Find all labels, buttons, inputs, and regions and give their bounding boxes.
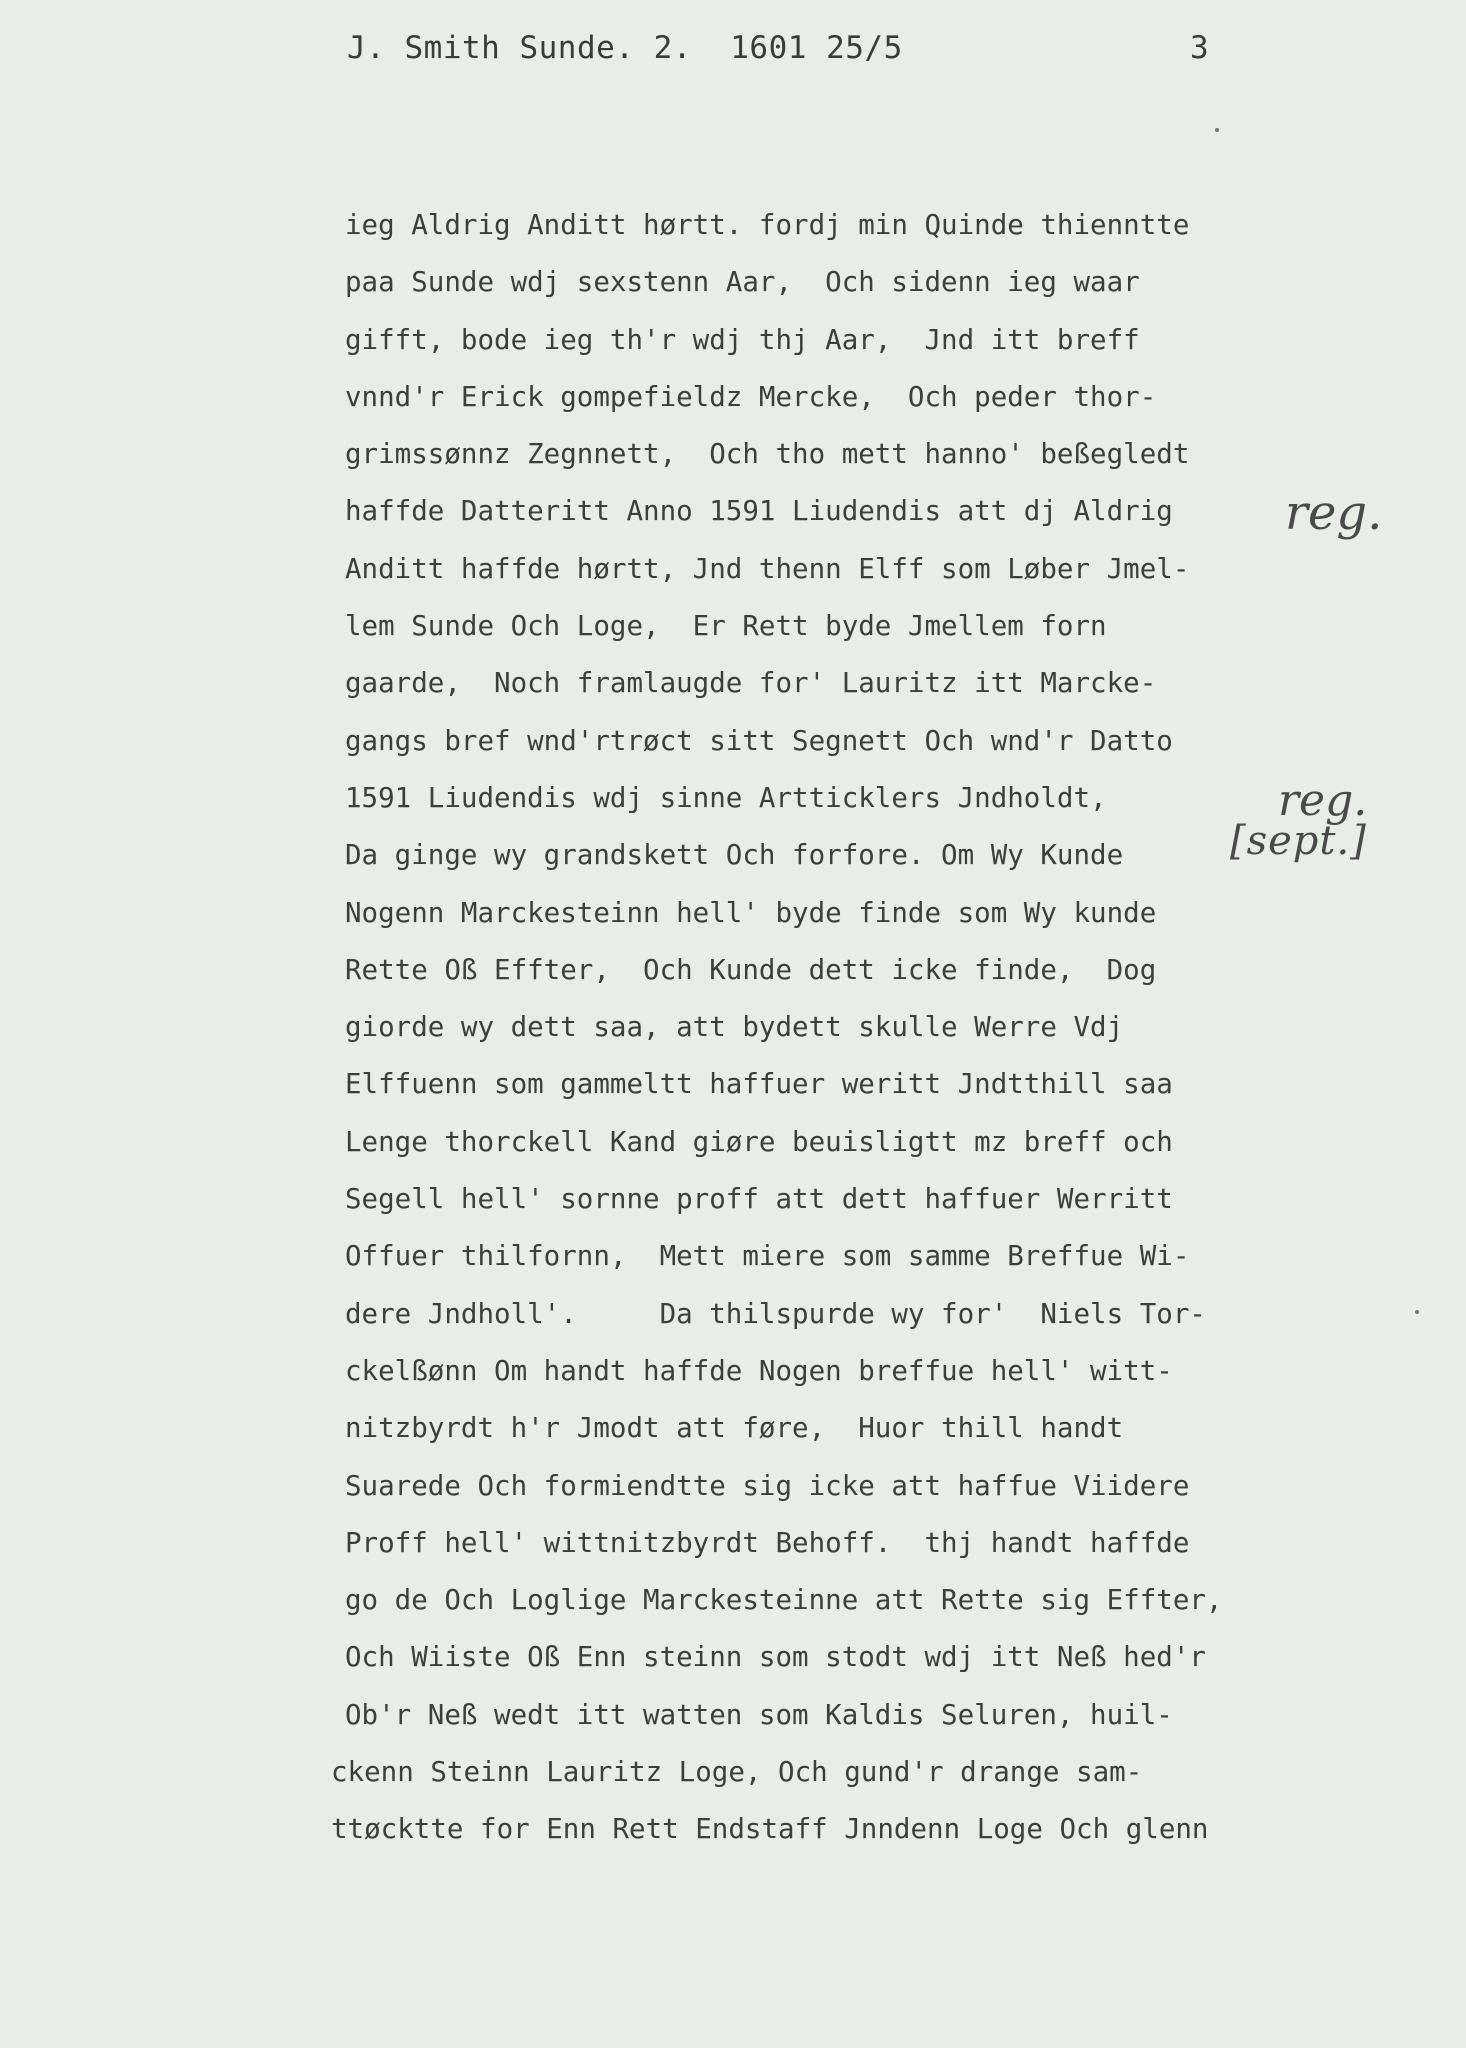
- body-text: [331, 205, 1368, 1867]
- text-line: ckelßønn Om handt haffde Nogen breffue hell' witt-: [345, 1354, 1173, 1387]
- text-line: Offuer thilfornn, Mett miere som samme Breffue Wi-: [345, 1240, 1190, 1273]
- text-line: vnnd'r Erick gompefieldz Mercke, Och peder thor-: [345, 380, 1157, 413]
- text-line: giorde wy dett saa, att bydett skulle Werre Vdj: [345, 1011, 1124, 1044]
- text-line: Anditt haffde hørtt, Jnd thenn Elff som Løber Jmel-: [345, 552, 1190, 585]
- speck-mark: [1215, 128, 1219, 132]
- text-line: 1591 Liudendis wdj sinne Artticklers Jndholdt,: [345, 781, 1107, 814]
- text-line: haffde Datteritt Anno 1591 Liudendis att dj Aldrig: [345, 495, 1173, 528]
- text-line: gifft, bode ieg th'r wdj thj Aar, Jnd itt breff: [345, 323, 1140, 356]
- text-line: go de Och Loglige Marckesteinne att Rette sig Effter,: [345, 1584, 1223, 1617]
- text-line: Elffuenn som gammeltt haffuer weritt Jndtthill saa: [345, 1068, 1173, 1101]
- text-line: Nogenn Marckesteinn hell' byde finde som Wy kunde: [345, 896, 1157, 929]
- text-line: Rette Oß Effter, Och Kunde dett icke finde, Dog: [345, 953, 1157, 986]
- text-line: Och Wiiste Oß Enn steinn som stodt wdj itt Neß hed'r: [345, 1641, 1206, 1674]
- text-line: gangs bref wnd'rtrøct sitt Segnett Och wnd'r Datto: [345, 724, 1173, 757]
- text-line: ckenn Steinn Lauritz Loge, Och gund'r drange sam-: [331, 1756, 1143, 1789]
- text-line: Ob'r Neß wedt itt watten som Kaldis Seluren, huil-: [345, 1698, 1173, 1731]
- margin-note-reg: reg.: [1285, 485, 1383, 541]
- page-number: 3: [1190, 30, 1209, 66]
- page-header: J. Smith Sunde. 2. 1601 25/5: [347, 30, 903, 66]
- text-line: grimssønnz Zegnnett, Och tho mett hanno' beßegledt: [345, 438, 1190, 471]
- margin-note-sept: [sept.]: [1230, 818, 1367, 864]
- text-line: lem Sunde Och Loge, Er Rett byde Jmellem forn: [345, 610, 1107, 643]
- text-line: paa Sunde wdj sexstenn Aar, Och sidenn ieg waar: [345, 266, 1140, 299]
- margin-note-reg: reg.: [1278, 775, 1368, 826]
- text-line: Lenge thorckell Kand giøre beuisligtt mz breff och: [345, 1125, 1173, 1158]
- speck-mark: [1415, 1310, 1419, 1314]
- text-line: Segell hell' sornne proff att dett haffuer Werritt: [345, 1183, 1173, 1216]
- text-line: Proff hell' wittnitzbyrdt Behoff. thj handt haffde: [345, 1526, 1190, 1559]
- text-line: dere Jndholl'. Da thilspurde wy for' Niels Tor-: [345, 1297, 1206, 1330]
- text-line: ttøcktte for Enn Rett Endstaff Jnndenn Loge Och glenn: [331, 1813, 1209, 1846]
- text-line: Suarede Och formiendtte sig icke att haffue Viidere: [345, 1469, 1190, 1502]
- text-line: ieg Aldrig Anditt hørtt. fordj min Quinde thienntte: [345, 209, 1190, 241]
- text-line: nitzbyrdt h'r Jmodt att føre, Huor thill handt: [345, 1412, 1124, 1445]
- text-line: Da ginge wy grandskett Och forfore. Om Wy Kunde: [345, 839, 1124, 872]
- text-line: gaarde, Noch framlaugde for' Lauritz itt Marcke-: [345, 667, 1157, 700]
